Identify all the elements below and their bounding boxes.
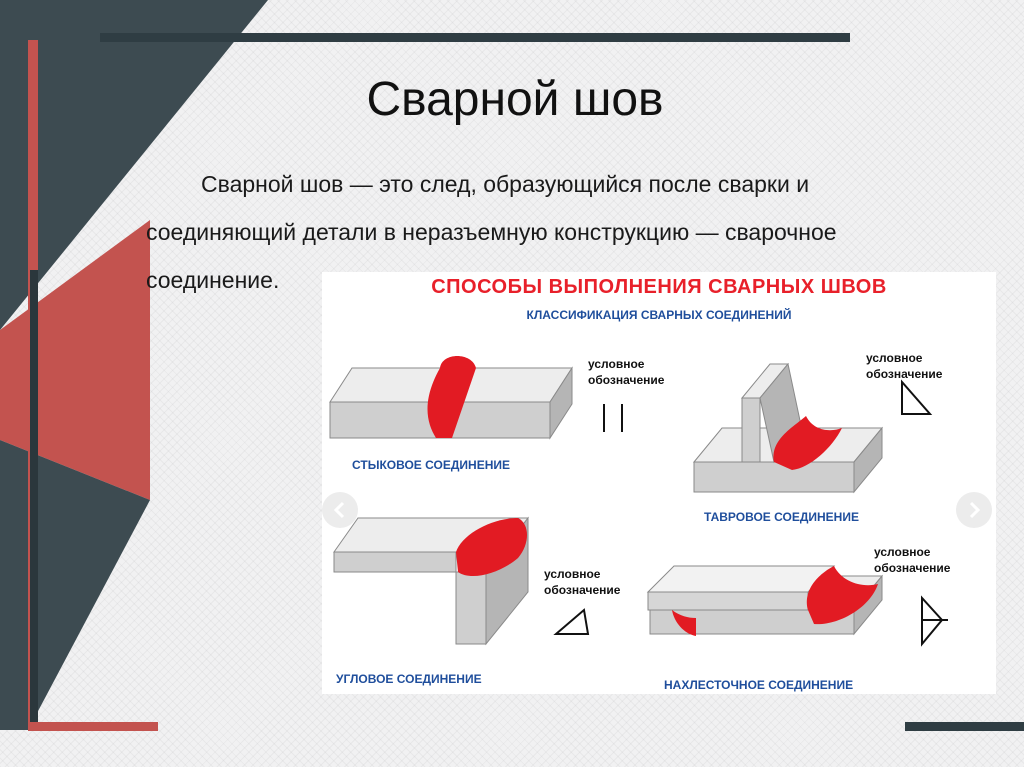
symbol-note-line: условное <box>874 545 931 559</box>
weld-illustrations <box>322 272 996 694</box>
carousel-next-button[interactable] <box>956 492 992 528</box>
paragraph-line: соединение. <box>146 267 280 293</box>
chevron-right-icon <box>956 492 992 528</box>
chevron-left-icon <box>322 492 358 528</box>
symbol-note <box>588 356 664 388</box>
tee-joint-label: ТАВРОВОЕ СОЕДИНЕНИЕ <box>704 510 859 524</box>
symbol-note-line: обозначение <box>874 561 951 575</box>
symbol-note <box>544 566 620 598</box>
paragraph-line: Сварной шов — это след, образующийся после сварки и <box>201 171 810 197</box>
lap-joint-illustration <box>648 566 882 636</box>
lap-joint-label: НАХЛЕСТОЧНОЕ СОЕДИНЕНИЕ <box>664 678 854 692</box>
symbol-note <box>866 350 942 382</box>
weld-types-figure <box>322 272 996 694</box>
slide-title: Сварной шов <box>366 73 664 126</box>
corner-symbol <box>556 610 588 634</box>
symbol-note-line: обозначение <box>588 373 665 387</box>
lap-symbol <box>922 598 948 644</box>
carousel-prev-button[interactable] <box>322 492 358 528</box>
corner-joint-label: УГЛОВОЕ СОЕДИНЕНИЕ <box>336 672 482 686</box>
symbol-note-line: условное <box>588 357 645 371</box>
symbol-note-line: условное <box>866 351 923 365</box>
figure-subtitle: КЛАССИФИКАЦИЯ СВАРНЫХ СОЕДИНЕНИЙ <box>526 308 792 322</box>
symbol-note <box>874 544 950 576</box>
symbol-note-line: условное <box>544 567 601 581</box>
tee-symbol <box>902 382 930 414</box>
symbol-note-line: обозначение <box>866 367 943 381</box>
figure-title: СПОСОБЫ ВЫПОЛНЕНИЯ СВАРНЫХ ШВОВ <box>431 276 887 298</box>
corner-joint-illustration <box>334 518 528 644</box>
paragraph-line: соединяющий детали в неразъемную конструкцию — сварочное <box>146 219 837 245</box>
butt-joint-label: СТЫКОВОЕ СОЕДИНЕНИЕ <box>352 458 510 472</box>
symbol-note-line: обозначение <box>544 583 621 597</box>
tee-joint-illustration <box>694 364 882 492</box>
butt-joint-illustration <box>330 356 572 438</box>
butt-symbol <box>604 404 622 432</box>
